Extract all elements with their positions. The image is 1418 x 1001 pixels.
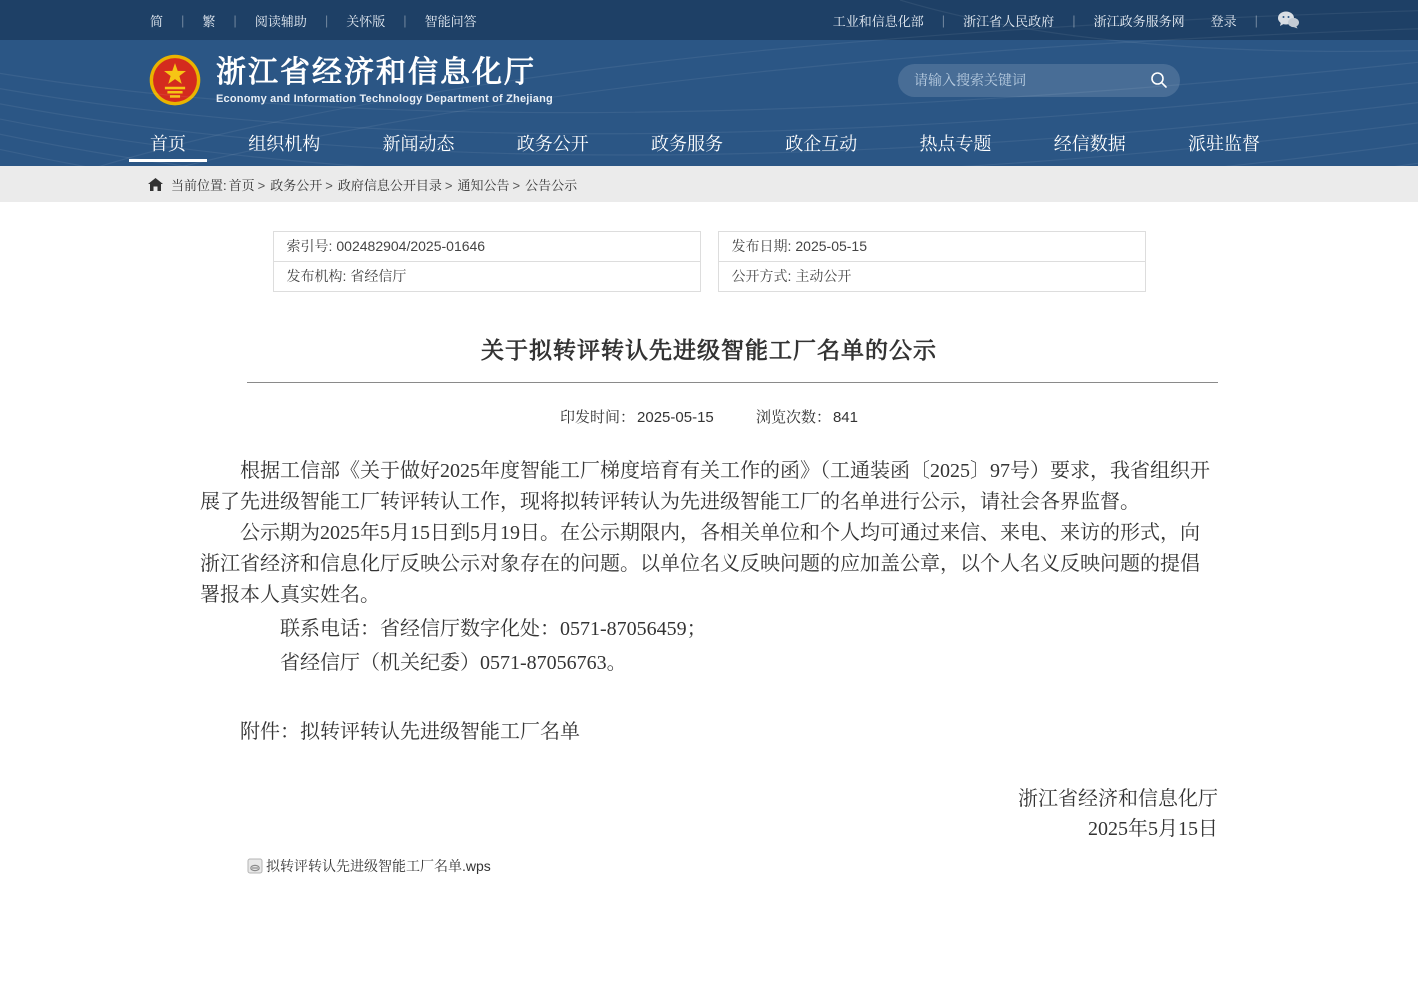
divider: |	[403, 12, 407, 28]
site-logo[interactable]	[148, 53, 553, 107]
nav-item-hot-topics[interactable]: 热点专题	[919, 134, 992, 154]
national-emblem-icon	[148, 53, 202, 107]
signature-block	[200, 784, 1218, 844]
meta-value: 主动公开	[795, 268, 852, 284]
divider: |	[181, 12, 185, 28]
meta-publish-date	[718, 231, 1146, 262]
meta-label: 发布日期:	[731, 238, 792, 254]
view-count	[756, 406, 858, 427]
meta-label: 索引号:	[286, 238, 333, 254]
breadcrumb-item-notices[interactable]: 通知公告 >	[457, 175, 525, 194]
signer-name: 浙江省经济和信息化厅	[1018, 788, 1218, 810]
topbar-link-simplified[interactable]: 简	[150, 13, 164, 29]
breadcrumb-item-home[interactable]: 首页 >	[229, 175, 271, 194]
meta-label: 公开方式:	[731, 268, 792, 284]
attachment-link[interactable]	[247, 856, 1218, 876]
topbar-link-care-version[interactable]: 关怀版	[346, 13, 386, 29]
title-divider	[247, 382, 1218, 383]
topbar-right-links	[833, 10, 1300, 30]
nav-item-home[interactable]: 首页	[150, 120, 186, 166]
topbar-link-zj-gov[interactable]: 浙江省人民政府	[963, 13, 1055, 29]
nav-item-gov-disclosure[interactable]: 政务公开	[516, 134, 589, 154]
nav-item-data[interactable]: 经信数据	[1053, 134, 1126, 154]
search-input[interactable]	[914, 72, 1150, 88]
article-body	[200, 456, 1218, 844]
logo-text	[216, 56, 553, 105]
breadcrumb	[0, 166, 1418, 202]
topbar-link-traditional[interactable]: 繁	[202, 13, 216, 29]
nav-item-gov-enterprise[interactable]: 政企互动	[785, 134, 858, 154]
site-header	[0, 40, 1418, 120]
contact-line: 联系电话：省经信厅数字化处：0571-87056459；	[280, 618, 707, 640]
meta-value: 2025-05-15	[795, 238, 868, 254]
paragraph: 根据工信部《关于做好2025年度智能工厂梯度培育有关工作的函》（工通装函〔2025〕97号）要求，我省组织开展了先进级智能工厂转评转认工作，现将拟转评转认为先进级智能工厂的名单进行公示，请社会各界监督。	[200, 460, 1210, 513]
document-meta-table	[273, 231, 1146, 292]
divider: |	[1254, 12, 1258, 28]
view-count-label: 浏览次数：	[755, 409, 831, 426]
site-subtitle: Economy and Information Technology Department of Zhejiang	[216, 92, 553, 105]
article-meta-line	[200, 406, 1218, 427]
nav-item-organization[interactable]: 组织机构	[248, 134, 321, 154]
topbar-link-reading-aid[interactable]: 阅读辅助	[254, 13, 307, 29]
meta-publish-org	[273, 261, 701, 292]
topbar-left-links	[150, 11, 477, 30]
attachment-mention: 附件：拟转评转认先进级智能工厂名单	[240, 721, 580, 743]
signature-date: 2025年5月15日	[1088, 818, 1218, 840]
login-link[interactable]: 登录	[1210, 13, 1237, 29]
meta-index-number	[273, 231, 701, 262]
search-button[interactable]	[1150, 71, 1168, 89]
nav-item-news[interactable]: 新闻动态	[382, 134, 455, 154]
search-box	[898, 64, 1180, 97]
top-utility-bar	[0, 0, 1418, 40]
breadcrumb-item-announcements[interactable]: 公告公示	[525, 177, 578, 193]
meta-disclosure-mode	[718, 261, 1146, 292]
nav-item-supervision[interactable]: 派驻监督	[1188, 134, 1260, 154]
topbar-link-zj-service[interactable]: 浙江政务服务网	[1093, 13, 1185, 29]
print-date-value: 2025-05-15	[637, 409, 714, 426]
article-title: 关于拟转评转认先进级智能工厂名单的公示	[481, 337, 937, 363]
topbar-link-smart-qa[interactable]: 智能问答	[424, 13, 477, 29]
print-date-label: 印发时间：	[560, 409, 636, 426]
breadcrumb-item-disclosure[interactable]: 政务公开 >	[270, 175, 338, 194]
article	[200, 332, 1218, 876]
divider: |	[324, 12, 329, 28]
site-title: 浙江省经济和信息化厅	[216, 55, 536, 89]
nav-item-gov-service[interactable]: 政务服务	[651, 134, 723, 154]
meta-value: 002482904/2025-01646	[336, 238, 486, 254]
divider: |	[1072, 12, 1076, 28]
attachment-file-name: 拟转评转认先进级智能工厂名单.wps	[266, 858, 491, 874]
contact-line: 省经信厅（机关纪委）0571-87056763。	[280, 652, 627, 674]
search-icon	[1150, 71, 1168, 89]
wechat-icon[interactable]	[1276, 10, 1300, 30]
meta-value: 省经信厅	[350, 268, 407, 284]
breadcrumb-item-catalog[interactable]: 政府信息公开目录 >	[338, 175, 458, 194]
divider: |	[233, 12, 237, 28]
breadcrumb-label: 当前位置:	[171, 177, 227, 193]
topbar-link-miit[interactable]: 工业和信息化部	[832, 13, 924, 29]
print-date	[560, 406, 714, 427]
view-count-value: 841	[832, 409, 858, 426]
page-content	[0, 231, 1418, 876]
main-nav	[0, 120, 1418, 166]
home-icon	[148, 178, 163, 191]
paragraph: 公示期为2025年5月15日到5月19日。在公示期限内，各相关单位和个人均可通过来信、来电、来访的形式，向浙江省经济和信息化厅反映公示对象存在的问题。以单位名义反映问题的应加盖公章，以个人名义反映问题的提倡署报本人真实姓名。	[200, 522, 1200, 606]
meta-label: 发布机构:	[286, 268, 347, 284]
masthead	[0, 0, 1418, 166]
divider: |	[941, 12, 946, 28]
attachment-file-icon	[247, 858, 263, 874]
